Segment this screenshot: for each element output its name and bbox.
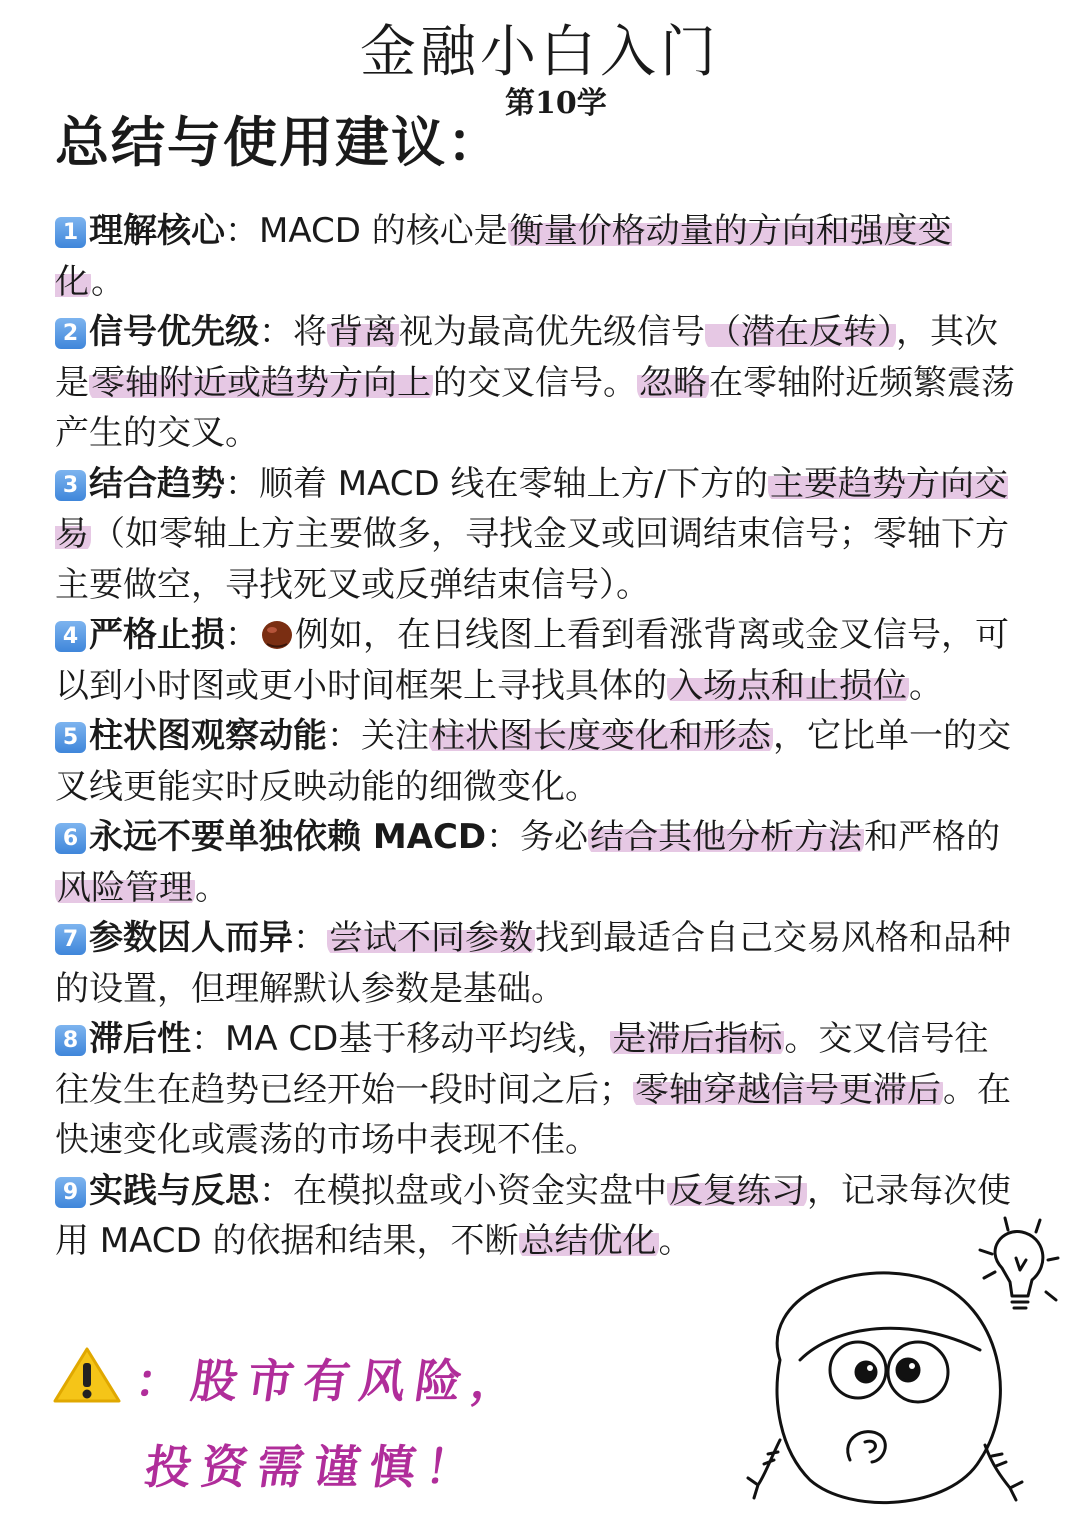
highlighted-text: 零轴附近或趋势方向上 bbox=[91, 362, 431, 403]
tip-item bbox=[55, 812, 1015, 913]
tip-text: 。 bbox=[658, 1221, 693, 1261]
tip-item bbox=[55, 711, 1015, 812]
tip-text: 在零轴附近频繁震荡产生的交叉。 bbox=[55, 362, 1015, 453]
tip-label: 信号优先级 bbox=[89, 312, 259, 352]
warning-icon bbox=[52, 1345, 122, 1405]
tip-text: MA CD基于移动平均线， bbox=[225, 1019, 611, 1059]
number-badge: 6 bbox=[55, 823, 86, 854]
risk-warning-line1: ：股市有风险， bbox=[131, 1354, 532, 1408]
tip-separator: ： bbox=[225, 463, 259, 504]
chestnut-icon bbox=[259, 616, 295, 652]
highlighted-text: 反复练习 bbox=[669, 1170, 805, 1211]
highlighted-text: 柱状图长度变化和形态 bbox=[431, 716, 771, 756]
tip-text: 顺着 MACD 线在零轴上方/下方的 bbox=[259, 463, 768, 504]
highlighted-text: 忽略 bbox=[639, 362, 707, 403]
tip-label: 理解核心 bbox=[89, 211, 225, 251]
tip-label: 滞后性 bbox=[89, 1019, 191, 1059]
tip-separator: ： bbox=[191, 1019, 225, 1059]
tip-label: 柱状图观察动能 bbox=[89, 716, 327, 756]
tip-separator: ： bbox=[293, 918, 327, 958]
highlighted-text: 尝试不同参数 bbox=[329, 918, 533, 958]
highlighted-text: 衡量价格动量的方向和强度变化 bbox=[55, 211, 952, 302]
risk-warning-line2: 投资需谨慎！ bbox=[141, 1440, 486, 1494]
number-badge: 1 bbox=[55, 217, 86, 248]
tip-item bbox=[55, 307, 1015, 459]
tip-text: 。交叉信号往往发生在趋势已经开始一段时间之后； bbox=[55, 1019, 989, 1110]
tip-separator: ： bbox=[225, 615, 259, 655]
number-badge: 9 bbox=[55, 1177, 86, 1208]
tip-text: 。 bbox=[195, 867, 229, 908]
tip-text: ，其次是 bbox=[55, 312, 998, 403]
tip-separator: ： bbox=[225, 211, 259, 251]
highlighted-text: 结合其他分析方法 bbox=[590, 817, 863, 857]
tip-text: 的交叉信号。 bbox=[433, 362, 637, 403]
tip-separator: ： bbox=[327, 716, 361, 756]
number-badge: 7 bbox=[55, 924, 86, 955]
thinking-cartoon-icon bbox=[740, 1210, 1060, 1520]
tip-label: 永远不要单独依赖 MACD bbox=[89, 817, 487, 857]
tip-label: 严格止损 bbox=[89, 615, 225, 655]
highlighted-text: 零轴穿越信号更滞后 bbox=[635, 1069, 941, 1110]
tip-text: 找到最适合自己交易风格和品种的设置，但理解默认参数是基础。 bbox=[55, 918, 1011, 1009]
tip-label: 结合趋势 bbox=[89, 463, 225, 504]
tip-text: （如零轴上方主要做多，寻找金叉或回调结束信号；零轴下方主要做空，寻找死叉或反弹结束信号）。 bbox=[55, 514, 1009, 605]
risk-warning bbox=[119, 1345, 532, 1497]
tip-text: 视为最高优先级信号 bbox=[399, 312, 705, 352]
tip-item bbox=[55, 459, 1015, 611]
tip-text: 。 bbox=[909, 665, 943, 706]
tip-separator: ： bbox=[486, 817, 521, 857]
tip-label: 参数因人而异 bbox=[89, 918, 293, 958]
section-heading: 总结与使用建议： bbox=[55, 111, 503, 174]
highlighted-text: 是滞后指标 bbox=[612, 1019, 783, 1059]
highlighted-text: 入场点和止损位 bbox=[669, 665, 907, 706]
tip-item bbox=[55, 610, 1015, 711]
tip-item bbox=[55, 1014, 1015, 1166]
page-title: 金融小白入门 bbox=[360, 20, 720, 85]
tip-item bbox=[55, 913, 1015, 1014]
number-badge: 3 bbox=[55, 470, 86, 501]
tip-text: MACD 的核心是 bbox=[259, 211, 508, 251]
tip-text: ，记录每次使用 MACD 的依据和结果，不断 bbox=[55, 1170, 1011, 1261]
tip-text: 关注 bbox=[361, 716, 429, 756]
number-badge: 4 bbox=[55, 621, 86, 652]
tip-text: 在模拟盘或小资金实盘中 bbox=[293, 1170, 667, 1211]
number-badge: 5 bbox=[55, 722, 86, 753]
tip-text: ，它比单一的交叉线更能实时反映动能的细微变化。 bbox=[55, 716, 1011, 807]
tip-text: 和严格的 bbox=[864, 817, 1001, 857]
number-badge: 8 bbox=[55, 1025, 86, 1056]
tip-text: 将 bbox=[293, 312, 327, 352]
tip-text: 务必 bbox=[520, 817, 589, 857]
highlighted-text: 总结优化 bbox=[520, 1221, 657, 1261]
lesson-number: 第10学 bbox=[505, 86, 607, 121]
tip-label: 实践与反思 bbox=[89, 1170, 259, 1211]
number-badge: 2 bbox=[55, 318, 86, 349]
tip-text: 例如，在日线图上看到看涨背离或金叉信号，可以到小时图或更小时间框架上寻找具体的 bbox=[55, 615, 1009, 706]
tip-item bbox=[55, 206, 1015, 307]
highlighted-text: 背离 bbox=[329, 312, 397, 352]
highlighted-text: 风险管理 bbox=[57, 867, 193, 908]
tip-separator: ： bbox=[259, 312, 293, 352]
tip-separator: ： bbox=[259, 1170, 293, 1211]
highlighted-text: （潜在反转） bbox=[707, 312, 894, 352]
tip-text: 。在快速变化或震荡的市场中表现不佳。 bbox=[55, 1069, 1011, 1160]
tips-list bbox=[55, 206, 1015, 1267]
tip-text: 。 bbox=[91, 261, 125, 302]
highlighted-text: 主要趋势方向交易 bbox=[55, 463, 1008, 554]
